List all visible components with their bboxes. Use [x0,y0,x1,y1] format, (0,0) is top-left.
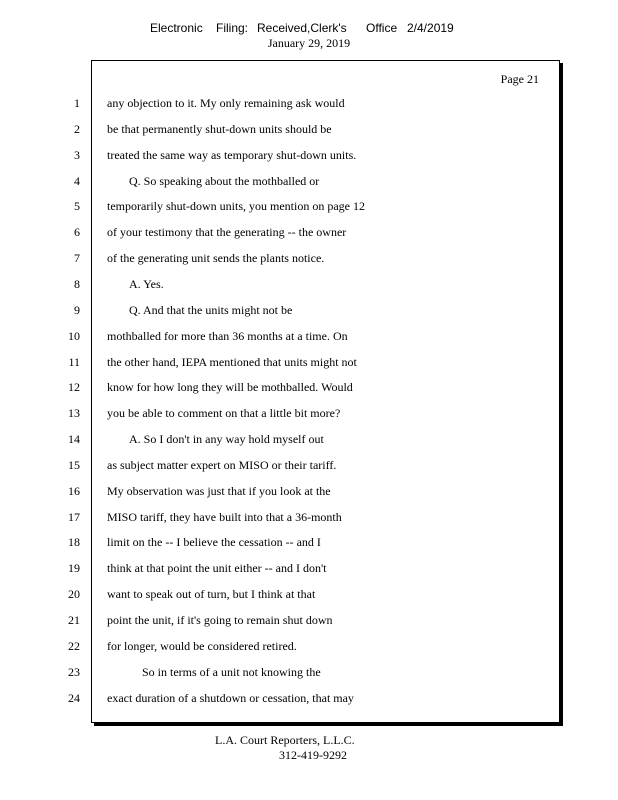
transcript-line: Q. And that the units might not be [129,303,293,317]
line-number: 7 [74,251,80,265]
transcript-line: for longer, would be considered retired. [107,639,297,653]
stamp-word: Electronic [150,21,203,35]
transcript-line: of the generating unit sends the plants notice. [107,251,325,265]
stamp-word: Received,Clerk's [257,21,347,35]
line-number: 22 [68,639,80,653]
reporter-company: L.A. Court Reporters, L.L.C. [215,733,355,747]
line-number: 14 [68,432,80,446]
transcript-line: treated the same way as temporary shut-down units. [107,148,357,162]
transcript-line: know for how long they will be mothballed. Would [107,380,353,394]
reporter-phone: 312-419-9292 [279,748,347,762]
document-date: January 29, 2019 [267,36,351,50]
line-number: 17 [68,510,80,524]
transcript-line: Q. So speaking about the mothballed or [129,174,320,188]
transcript-line: mothballed for more than 36 months at a time. On [107,329,348,343]
line-number: 1 [74,96,80,110]
stamp-word: 2/4/2019 [407,21,454,35]
line-number: 5 [74,199,80,213]
transcript-line: My observation was just that if you look at the [107,484,331,498]
transcript-line: point the unit, if it's going to remain shut down [107,613,333,627]
transcript-line: think at that point the unit either -- and I don't [107,561,327,575]
line-number: 21 [68,613,80,627]
line-number: 15 [68,458,80,472]
line-number: 23 [68,665,80,679]
transcript-line: limit on the -- I believe the cessation -- and I [107,535,321,549]
transcript-line: as subject matter expert on MISO or their tariff. [107,458,337,472]
transcript-line: A. So I don't in any way hold myself out [129,432,324,446]
line-number: 8 [74,277,80,291]
stamp-word: Filing: [216,21,249,35]
line-number: 24 [68,691,80,705]
page-number: Page 21 [500,72,539,86]
line-number: 13 [68,406,80,420]
line-number: 11 [68,355,80,369]
line-number: 10 [68,329,80,343]
transcript-line: of your testimony that the generating -- the owner [107,225,347,239]
transcript-line: temporarily shut-down units, you mention on page 12 [107,199,365,213]
transcript-line: exact duration of a shutdown or cessation, that may [107,691,354,705]
transcript-line: the other hand, IEPA mentioned that units might not [107,355,357,369]
line-number: 12 [68,380,80,394]
line-number: 20 [68,587,80,601]
transcript-line: any objection to it. My only remaining ask would [107,96,345,110]
line-number: 4 [74,174,80,188]
stamp-word: Office [366,21,398,35]
transcript-line: you be able to comment on that a little bit more? [107,406,341,420]
transcript-line: be that permanently shut-down units should be [107,122,332,136]
transcript-line: A. Yes. [129,277,164,291]
transcript-line: So in terms of a unit not knowing the [142,665,321,679]
line-number: 2 [74,122,80,136]
line-number: 18 [68,535,80,549]
line-number: 6 [74,225,80,239]
transcript-line: MISO tariff, they have built into that a 36-month [107,510,342,524]
transcript-line: want to speak out of turn, but I think at that [107,587,316,601]
line-number: 16 [68,484,80,498]
line-number: 9 [74,303,80,317]
line-number: 3 [74,148,80,162]
line-number: 19 [68,561,80,575]
